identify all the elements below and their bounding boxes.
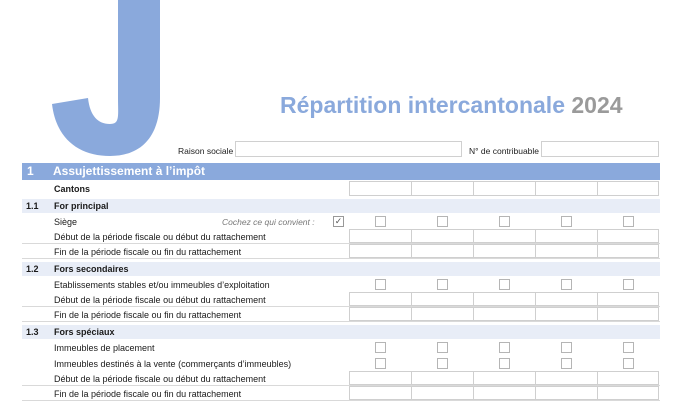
date-field[interactable]	[349, 307, 411, 321]
date-field[interactable]	[411, 244, 473, 258]
etablissements-row	[22, 277, 660, 292]
siege-label: Siège	[54, 217, 78, 227]
subsection-title: Fors secondaires	[54, 264, 129, 274]
date-field[interactable]	[473, 229, 535, 243]
raison-sociale-label: Raison sociale	[178, 146, 234, 156]
placement-checkbox[interactable]	[375, 342, 386, 353]
date-field[interactable]	[349, 386, 411, 400]
fin-label: Fin de la période fiscale ou fin du rattachement	[54, 389, 242, 399]
etablissements-checkboxes	[349, 277, 659, 292]
check-sample-icon: ✓	[334, 216, 343, 226]
date-field[interactable]	[473, 244, 535, 258]
section-letter-j	[48, 0, 168, 156]
subsection-number: 1.2	[26, 264, 39, 274]
subsection-title: Fors spéciaux	[54, 327, 115, 337]
placement-checkbox[interactable]	[561, 342, 572, 353]
subsection-1-3-header	[22, 325, 660, 339]
date-field[interactable]	[349, 244, 411, 258]
date-field[interactable]	[411, 307, 473, 321]
subsection-number: 1.1	[26, 201, 39, 211]
subsection-number: 1.3	[26, 327, 39, 337]
date-field[interactable]	[473, 371, 535, 385]
etablissement-checkbox[interactable]	[375, 279, 386, 290]
etablissement-checkbox[interactable]	[623, 279, 634, 290]
canton-field[interactable]	[411, 181, 473, 196]
canton-field[interactable]	[349, 181, 411, 196]
siege-checkbox[interactable]	[499, 216, 510, 227]
form-title	[280, 92, 623, 119]
check-hint: Cochez ce qui convient :	[222, 217, 315, 227]
siege-checkbox[interactable]	[561, 216, 572, 227]
etablissement-checkbox[interactable]	[437, 279, 448, 290]
date-field[interactable]	[535, 371, 597, 385]
placement-checkbox[interactable]	[623, 342, 634, 353]
fin-label: Fin de la période fiscale ou fin du rattachement	[54, 310, 242, 320]
siege-checkboxes	[349, 214, 659, 229]
placement-checkbox[interactable]	[499, 342, 510, 353]
vente-label: Immeubles destinés à la vente (commerçants d’immeubles)	[54, 359, 292, 369]
date-field[interactable]	[411, 292, 473, 306]
title-year: 2024	[571, 92, 623, 118]
date-field[interactable]	[597, 292, 659, 306]
date-field[interactable]	[597, 386, 659, 400]
date-field[interactable]	[411, 386, 473, 400]
date-field[interactable]	[535, 307, 597, 321]
fin-dates	[349, 244, 659, 258]
debut-row	[22, 229, 660, 244]
etablissements-label: Etablissements stables et/ou immeubles d’exploitation	[54, 280, 270, 290]
cantons-row	[22, 181, 660, 196]
contribuable-field[interactable]	[541, 141, 659, 157]
raison-sociale-field[interactable]	[235, 141, 462, 157]
date-field[interactable]	[473, 292, 535, 306]
date-field[interactable]	[349, 292, 411, 306]
canton-field[interactable]	[597, 181, 659, 196]
date-field[interactable]	[349, 229, 411, 243]
date-field[interactable]	[535, 386, 597, 400]
date-field[interactable]	[535, 229, 597, 243]
placement-checkboxes	[349, 340, 659, 355]
subsection-1-2-header	[22, 262, 660, 276]
siege-checkbox[interactable]	[437, 216, 448, 227]
fin-label: Fin de la période fiscale ou fin du rattachement	[54, 247, 242, 257]
section-number: 1	[27, 164, 34, 178]
debut-row	[22, 371, 660, 386]
debut-dates	[349, 229, 659, 243]
vente-row	[22, 356, 660, 371]
vente-checkbox[interactable]	[623, 358, 634, 369]
placement-label: Immeubles de placement	[54, 343, 155, 353]
date-field[interactable]	[597, 229, 659, 243]
debut-label: Début de la période fiscale ou début du rattachement	[54, 232, 266, 242]
canton-field[interactable]	[535, 181, 597, 196]
contribuable-label: N° de contribuable	[469, 146, 540, 156]
section-title: Assujettissement à l’impôt	[53, 164, 206, 178]
cantons-label: Cantons	[54, 184, 90, 194]
debut-dates	[349, 292, 659, 306]
date-field[interactable]	[473, 386, 535, 400]
debut-label: Début de la période fiscale ou début du rattachement	[54, 374, 266, 384]
date-field[interactable]	[349, 371, 411, 385]
fin-row	[22, 244, 660, 259]
debut-row	[22, 292, 660, 307]
date-field[interactable]	[597, 371, 659, 385]
vente-checkbox[interactable]	[437, 358, 448, 369]
canton-field[interactable]	[473, 181, 535, 196]
etablissement-checkbox[interactable]	[561, 279, 572, 290]
date-field[interactable]	[411, 229, 473, 243]
date-field[interactable]	[411, 371, 473, 385]
vente-checkbox[interactable]	[499, 358, 510, 369]
etablissement-checkbox[interactable]	[499, 279, 510, 290]
placement-checkbox[interactable]	[437, 342, 448, 353]
debut-label: Début de la période fiscale ou début du rattachement	[54, 295, 266, 305]
canton-inputs	[349, 181, 659, 196]
title-text: Répartition intercantonale	[280, 92, 565, 118]
siege-checkbox[interactable]	[375, 216, 386, 227]
subsection-title: For principal	[54, 201, 109, 211]
date-field[interactable]	[473, 307, 535, 321]
date-field[interactable]	[597, 244, 659, 258]
fin-row	[22, 307, 660, 322]
vente-checkbox[interactable]	[561, 358, 572, 369]
date-field[interactable]	[597, 307, 659, 321]
date-field[interactable]	[535, 292, 597, 306]
section-1-header	[22, 163, 660, 180]
fin-row	[22, 386, 660, 401]
date-field[interactable]	[535, 244, 597, 258]
siege-row	[22, 214, 660, 229]
placement-row	[22, 340, 660, 355]
fin-dates	[349, 386, 659, 400]
subsection-1-1-header	[22, 199, 660, 213]
fin-dates	[349, 307, 659, 321]
vente-checkbox[interactable]	[375, 358, 386, 369]
debut-dates	[349, 371, 659, 385]
vente-checkboxes	[349, 356, 659, 371]
siege-checkbox[interactable]	[623, 216, 634, 227]
